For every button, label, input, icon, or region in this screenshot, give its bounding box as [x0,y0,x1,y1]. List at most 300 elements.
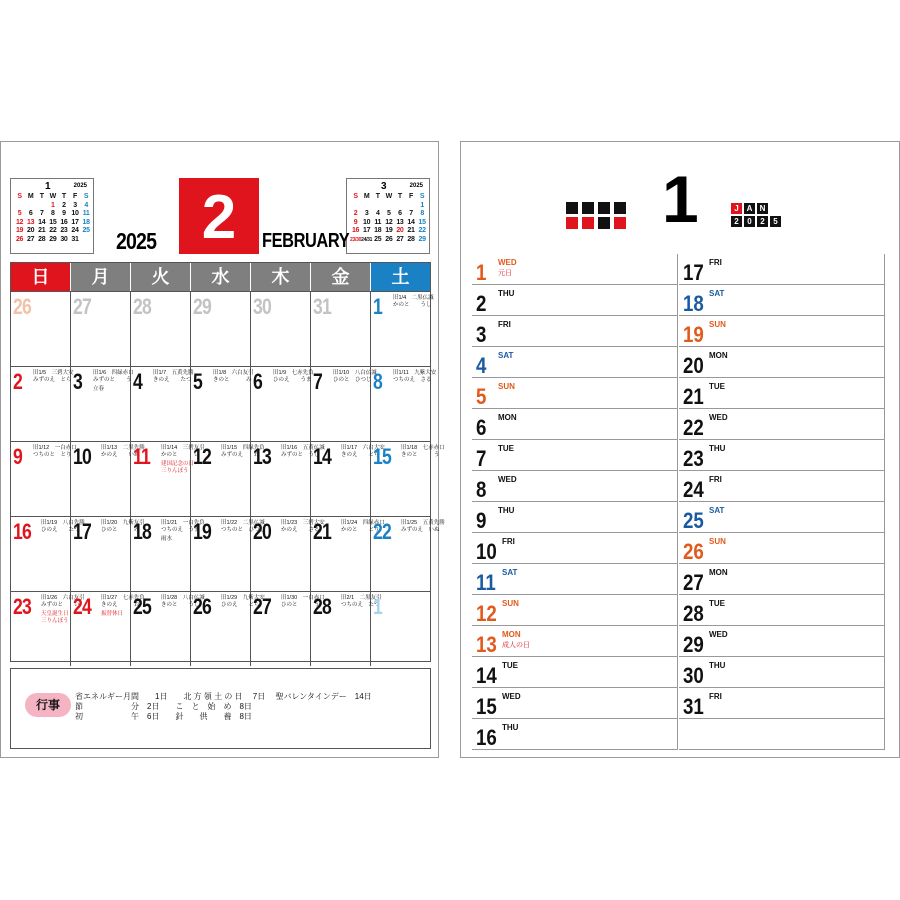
day-cell [371,517,445,591]
rokuyo-text: 旧1/10 八白仏滅 ひのと ひつじ [333,370,377,383]
day-number: 2 [476,291,487,316]
day-number: 8 [476,477,487,502]
mini-day: 24/31 [361,236,373,243]
week-row [11,291,434,366]
weekday-header: 木 [251,263,311,291]
month-number-box: 2 [179,178,259,254]
day-number: 25 [133,594,151,619]
weekday-label: WED [709,413,728,422]
day-row [679,409,885,440]
day-number: 19 [683,322,704,347]
mini-calendar-january [10,178,94,254]
day-number: 27 [73,294,91,319]
rokuyo-text: 旧1/25 五黄先勝 みずのえ いぬ [401,520,445,533]
letter-tile: N [757,203,768,214]
day-number: 1 [373,294,382,319]
day-number: 20 [253,519,271,544]
square-decoration [566,202,578,214]
rokuyo-text: 旧1/28 八白仏滅 きのと うし [161,595,205,608]
year-label: 2025 [116,228,157,254]
day-number: 1 [373,594,382,619]
day-row [472,564,678,595]
day-cell [371,442,445,516]
mini-day: 28 [407,235,415,243]
rokuyo-text: 旧1/7 五黄先勝 きのえ たつ [153,370,194,383]
day-row [472,440,678,471]
weekday-label: FRI [502,537,515,546]
mini-day: 18 [374,227,382,235]
mini-day: 11 [374,218,382,226]
rokuyo-text: 旧1/19 八白先勝 ひのえ たつ [41,520,85,533]
rokuyo-text: 旧1/17 六白大安 きのえ とら [341,445,385,458]
day-row [679,595,885,626]
mini-week-row [14,219,92,228]
mini-day [36,202,47,211]
day-note: 振替休日 [101,611,124,617]
weekday-label: WED [709,630,728,639]
mini-year-label: 2025 [409,183,423,189]
day-number: 7 [313,369,322,394]
weekday-label: THU [709,444,726,453]
events-badge: 行事 [25,693,71,717]
mini-grid [350,193,428,245]
mini-day [372,202,383,211]
mini-day: S [17,193,22,200]
day-row [472,688,678,719]
rokuyo-text: 旧1/22 二黒仏滅 つちのと ひつじ [221,520,266,533]
empty-day-row [679,719,885,750]
mini-day: 22 [49,227,57,235]
rokuyo-text: 旧1/16 五黄仏滅 みずのと うし [281,445,325,458]
mini-day: 3 [364,210,369,218]
day-number: 17 [683,260,704,285]
day-number: 9 [476,508,487,533]
mini-day: M [363,193,370,200]
rokuyo-text: 旧1/14 三碧友引 かのと い [161,445,205,458]
day-row [472,719,678,750]
mini-day [81,236,92,245]
mini-week-row [14,236,92,245]
month-name: FEBRUARY [262,230,350,252]
weekday-header: 月 [71,263,131,291]
day-row [472,595,678,626]
day-number: 19 [193,519,211,544]
day-row [472,378,678,409]
day-number: 10 [476,539,497,564]
day-note: 天皇誕生日 三りんぼう [41,611,69,624]
weekday-label: MON [502,630,521,639]
mini-day: 2 [62,201,66,209]
mini-day: 28 [38,235,46,243]
day-row [472,285,678,316]
letter-tile: 2 [757,216,768,227]
day-cell [371,367,437,441]
mini-day: 9 [353,218,358,226]
mini-day: 16 [351,227,360,235]
day-row [679,285,885,316]
day-number: 8 [373,369,382,394]
weekday-header: 火 [131,263,191,291]
mini-day: 9 [62,210,66,218]
mini-day: 11 [82,210,90,218]
day-row [679,347,885,378]
mini-day: 4 [375,210,380,218]
mini-week-row [350,219,428,228]
week-row [11,591,430,666]
mini-day: 10 [71,210,79,218]
mini-day [25,202,36,211]
mini-day: 1 [420,201,424,209]
weekday-header: 日 [11,263,71,291]
mini-day: 1 [51,201,55,209]
rokuyo-text: 旧1/26 六白友引 みずのと い [41,595,85,608]
mini-week-row [350,202,428,211]
rokuyo-text: 旧1/5 三碧大安 みずのえ とら [33,370,74,383]
day-number: 14 [313,444,331,469]
mini-day: 15 [49,218,57,226]
mini-day: 24 [71,227,79,235]
mini-day: 19 [15,227,24,235]
holiday-label: 元日 [498,270,512,277]
rokuyo-text: 旧1/18 七赤赤口 きのと う [401,445,445,458]
mini-day [394,202,405,211]
mini-day: 7 [409,210,413,218]
day-row [679,657,885,688]
mini-day: 12 [385,218,393,226]
rokuyo-text: 旧1/15 四緑先負 みずのえ ね [221,445,265,458]
mini-week-row [350,210,428,219]
weekday-label: WED [498,258,517,267]
mini-day: 6 [398,210,402,218]
day-number: 3 [476,322,487,347]
weekday-label: TUE [709,382,725,391]
event-line: 節 分 2日 こ と 始 め 8日 [75,702,252,711]
day-cell [371,292,434,366]
day-row [472,316,678,347]
mini-week-row [350,227,428,236]
mini-day: S [353,193,358,200]
mini-day: 26 [385,235,393,243]
weekday-label: SAT [502,568,518,577]
day-number: 12 [193,444,211,469]
weekday-label: SAT [498,351,514,360]
right-month-number: 1 [662,162,699,236]
day-row [679,688,885,719]
day-number: 13 [476,632,497,657]
day-number: 6 [476,415,487,440]
mini-day: 7 [39,210,44,218]
week-row [11,441,445,516]
mini-day: S [83,193,89,200]
day-number: 23 [13,594,31,619]
day-number: 6 [253,369,262,394]
day-row [472,347,678,378]
rokuyo-text: 旧1/6 四緑赤口 みずのと う [93,370,134,383]
mini-week-row [14,227,92,236]
day-note: 雨水 [161,536,173,542]
square-decoration [598,217,610,229]
rokuyo-text: 旧1/20 九紫友引 ひのと み [101,520,145,533]
day-number: 26 [13,294,31,319]
day-row [679,502,885,533]
square-decoration [566,217,578,229]
day-cell [131,292,191,366]
weekday-label: FRI [709,258,722,267]
mini-day: 31 [71,235,79,243]
mini-day: 22 [418,227,426,235]
mini-day: 15 [418,218,426,226]
day-number: 21 [683,384,704,409]
weekday-label: WED [498,475,517,484]
mini-day: 13 [396,218,404,226]
mini-day: 13 [27,218,35,226]
rokuyo-text: 旧1/12 一白赤口 つちのと とり [33,445,77,458]
weekday-label: THU [498,289,515,298]
mini-day: 20 [27,227,35,235]
mini-day: 4 [84,201,88,209]
day-cell [71,292,131,366]
day-row [472,409,678,440]
day-number: 21 [313,519,331,544]
event-line: 初 午 6日 針 供 養 8日 [75,712,252,721]
mini-day: T [375,193,380,200]
weekday-label: THU [709,661,726,670]
month-grid [10,262,445,662]
day-number: 4 [476,353,487,378]
mini-day: W [385,193,392,200]
mini-month-label: 1 [45,181,51,192]
weekday-header: 水 [191,263,251,291]
mini-day: 25 [374,235,382,243]
mini-day: 21 [407,227,415,235]
day-number: 15 [373,444,391,469]
day-number: 10 [73,444,91,469]
mini-month-label: 3 [381,181,387,192]
day-number: 17 [73,519,91,544]
mini-day [14,202,25,211]
day-row [679,533,885,564]
day-number: 12 [476,601,497,626]
day-row [679,316,885,347]
day-number: 30 [253,294,271,319]
square-decoration [582,202,594,214]
square-decoration [598,202,610,214]
day-number: 26 [193,594,211,619]
day-number: 2 [13,369,22,394]
mini-day: 23 [60,227,68,235]
weekday-label: MON [709,351,728,360]
day-number: 29 [193,294,211,319]
day-number: 22 [683,415,704,440]
rokuyo-text: 旧1/29 九紫大安 ひのえ とら [221,595,265,608]
mini-day: T [397,193,402,200]
weekday-header: 金 [311,263,371,291]
day-number: 16 [13,519,31,544]
day-number: 31 [313,294,331,319]
mini-day: 21 [38,227,46,235]
day-cell [71,367,134,441]
letter-tile: 5 [770,216,781,227]
rokuyo-text: 旧1/30 一白赤口 ひのと う [281,595,325,608]
day-number: 22 [373,519,391,544]
mini-day: T [61,193,66,200]
day-number: 27 [253,594,271,619]
square-decoration [582,217,594,229]
day-row [679,254,885,285]
weekday-label: MON [709,568,728,577]
rokuyo-text: 旧1/8 六白友引 きのと み [213,370,254,383]
day-number: 28 [683,601,704,626]
mini-day: 3 [73,201,77,209]
mini-week-row [350,236,428,245]
day-number: 24 [683,477,704,502]
rokuyo-text: 旧1/4 二黒仏滅 かのと うし [393,295,434,308]
mini-day: 16 [60,218,68,226]
day-number: 27 [683,570,704,595]
mini-day: 6 [28,210,33,218]
rokuyo-text: 旧1/23 三碧大安 かのえ さる [281,520,325,533]
rokuyo-text: 旧1/9 七赤先負 ひのえ うま [273,370,314,383]
day-number: 29 [683,632,704,657]
mini-day: 2 [353,210,358,218]
mini-day: S [419,193,425,200]
weekday-label: TUE [709,599,725,608]
day-number: 16 [476,725,497,750]
day-cell [251,292,311,366]
mini-day: 29 [49,235,57,243]
day-number: 9 [13,444,22,469]
mini-calendar-march [346,178,430,254]
letter-tile: J [731,203,742,214]
day-note: 立春 [93,386,105,392]
weekday-label: FRI [709,692,722,701]
letter-tile: A [744,203,755,214]
weekday-label: TUE [502,661,518,670]
weekday-label: TUE [498,444,514,453]
weekday-label: THU [502,723,519,732]
letter-tile: 2 [731,216,742,227]
day-number: 26 [683,539,704,564]
mini-week-row [14,193,92,202]
mini-day: 27 [27,235,35,243]
day-row [472,254,678,285]
rokuyo-text: 旧1/24 四緑赤口 かのと とり [341,520,385,533]
day-row [679,440,885,471]
day-cell [311,292,371,366]
weekday-header-row [11,263,430,291]
day-number: 23 [683,446,704,471]
rokuyo-text: 旧1/27 七赤先負 きのえ ね [101,595,145,608]
day-number: 11 [476,570,496,595]
letter-tile: 0 [744,216,755,227]
day-number: 1 [476,260,487,285]
mini-day: 10 [363,218,371,226]
day-number: 11 [133,444,151,469]
day-number: 14 [476,663,497,688]
mini-day: 29 [418,235,426,243]
mini-grid [14,193,92,245]
mini-day: F [73,193,77,200]
day-row [472,626,678,657]
mini-day: W [49,193,56,200]
weekday-label: SAT [709,506,725,515]
week-row [11,516,445,591]
mini-week-row [350,193,428,202]
day-number: 20 [683,353,704,378]
day-row [679,471,885,502]
mini-day: 5 [17,210,22,218]
mini-day: F [409,193,413,200]
weekday-label: FRI [709,475,722,484]
mini-day: 12 [15,218,24,226]
day-number: 28 [133,294,151,319]
mini-day: 27 [396,235,404,243]
mini-day: T [39,193,44,200]
weekday-label: MON [498,413,517,422]
mini-day: 17 [363,227,371,235]
day-cell [11,442,77,516]
day-number: 28 [313,594,331,619]
day-number: 31 [683,694,704,719]
week-row [11,366,437,441]
weekday-label: SUN [709,320,726,329]
square-decoration [614,202,626,214]
day-number: 5 [193,369,202,394]
mini-day: 25 [82,227,90,235]
weekday-label: THU [498,506,515,515]
mini-day [405,202,416,211]
event-line: 省エネルギー月間 1日 北 方 領 土 の 日 7日 聖バレンタインデー 14日 [75,692,372,701]
rokuyo-text: 旧1/13 二黒先勝 かのえ いぬ [101,445,145,458]
mini-week-row [14,202,92,211]
day-number: 24 [73,594,91,619]
mini-day: 14 [407,218,415,226]
day-row [679,626,885,657]
day-row [472,471,678,502]
mini-day: 14 [38,218,46,226]
day-cell [11,367,74,441]
mini-day: 18 [82,218,90,226]
rokuyo-text: 旧1/11 九紫大安 つちのえ さる [393,370,437,383]
weekday-label: SUN [498,382,515,391]
mini-day: 23/30 [350,236,362,243]
mini-day [350,202,361,211]
square-decoration [614,217,626,229]
day-number: 5 [476,384,487,409]
day-number: 15 [476,694,497,719]
day-number: 3 [73,369,82,394]
day-number: 25 [683,508,704,533]
day-cell [371,592,430,666]
mini-year-label: 2025 [73,183,87,189]
weekday-label: SUN [502,599,519,608]
mini-day [361,202,372,211]
rokuyo-text: 旧2/1 二黒友引 つちのえ たつ [341,595,382,608]
day-number: 13 [253,444,271,469]
mini-day: 26 [15,235,24,243]
day-cell [191,367,254,441]
mini-week-row [14,210,92,219]
mini-day: 8 [51,210,55,218]
day-note: 建国記念の日 三りんぼう [161,461,195,474]
day-cell [71,442,145,516]
holiday-label: 成人の日 [502,642,530,649]
day-number: 30 [683,663,704,688]
weekday-label: WED [502,692,521,701]
rokuyo-text: 旧1/21 一白先負 つちのえ うま [161,520,205,533]
weekday-label: SUN [709,537,726,546]
day-cell [131,367,194,441]
